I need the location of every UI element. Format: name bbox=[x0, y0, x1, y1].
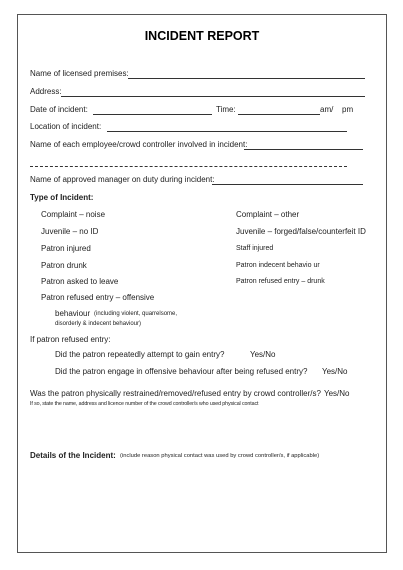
location-field[interactable] bbox=[107, 131, 347, 132]
type-refused-offensive[interactable]: Patron refused entry – offensive bbox=[41, 293, 155, 302]
behaviour-word: behaviour bbox=[55, 309, 91, 318]
type-complaint-noise[interactable]: Complaint – noise bbox=[41, 210, 106, 219]
employee-field[interactable] bbox=[244, 149, 363, 150]
restrained-note: If so, state the name, address and licence number of the crowd controller/s who used physical contact bbox=[30, 401, 259, 407]
date-label: Date of incident: bbox=[30, 105, 88, 114]
manager-label: Name of approved manager on duty during incident: bbox=[30, 175, 215, 184]
details-input-area[interactable] bbox=[30, 467, 370, 543]
type-patron-drunk[interactable]: Patron drunk bbox=[41, 261, 87, 270]
premises-label: Name of licensed premises: bbox=[30, 69, 129, 78]
type-staff-injured[interactable]: Staff injured bbox=[236, 245, 274, 252]
location-label: Location of incident: bbox=[30, 122, 102, 131]
page-title: INCIDENT REPORT bbox=[144, 29, 260, 43]
answer-offensive-behaviour[interactable]: Yes/No bbox=[322, 367, 348, 376]
employee-label: Name of each employee/crowd controller involved in incident: bbox=[30, 140, 248, 149]
behaviour-note-1: (including violent, quarrelsome, bbox=[94, 311, 178, 317]
question-repeated-entry: Did the patron repeatedly attempt to gain entry? bbox=[55, 350, 225, 359]
type-indecent-behaviour[interactable]: Patron indecent behavio ur bbox=[236, 262, 320, 269]
date-field[interactable] bbox=[93, 114, 212, 115]
type-juvenile-forged-id[interactable]: Juvenile – forged/false/counterfeit ID bbox=[236, 227, 366, 236]
details-heading: Details of the Incident: bbox=[30, 451, 116, 460]
time-label: Time: bbox=[216, 105, 236, 114]
pm-label: pm bbox=[342, 105, 354, 114]
answer-restrained[interactable]: Yes/No bbox=[324, 389, 350, 398]
am-label: am/ bbox=[320, 105, 334, 114]
type-complaint-other[interactable]: Complaint – other bbox=[236, 210, 300, 219]
address-field[interactable] bbox=[61, 96, 365, 97]
type-juvenile-no-id[interactable]: Juvenile – no ID bbox=[41, 227, 99, 236]
premises-field[interactable] bbox=[128, 78, 365, 79]
time-field[interactable] bbox=[238, 114, 320, 115]
details-note: (include reason physical contact was used by crowd controller/s, if applicable) bbox=[120, 453, 320, 459]
type-patron-injured[interactable]: Patron injured bbox=[41, 244, 91, 253]
question-restrained: Was the patron physically restrained/removed/refused entry by crowd controller/s? bbox=[30, 389, 321, 398]
type-patron-asked-to-leave[interactable]: Patron asked to leave bbox=[41, 277, 119, 286]
question-offensive-behaviour: Did the patron engage in offensive behaviour after being refused entry? bbox=[55, 367, 308, 376]
refused-entry-heading: If patron refused entry: bbox=[30, 335, 111, 344]
manager-field[interactable] bbox=[212, 184, 363, 185]
behaviour-note-2: disorderly & indecent behaviour) bbox=[55, 321, 142, 327]
report-form bbox=[17, 14, 387, 553]
type-refused-drunk[interactable]: Patron refused entry – drunk bbox=[236, 278, 325, 285]
employee-field-continued[interactable] bbox=[30, 166, 347, 167]
address-label: Address: bbox=[30, 87, 62, 96]
incident-type-heading: Type of Incident: bbox=[30, 193, 94, 202]
answer-repeated-entry[interactable]: Yes/No bbox=[250, 350, 276, 359]
